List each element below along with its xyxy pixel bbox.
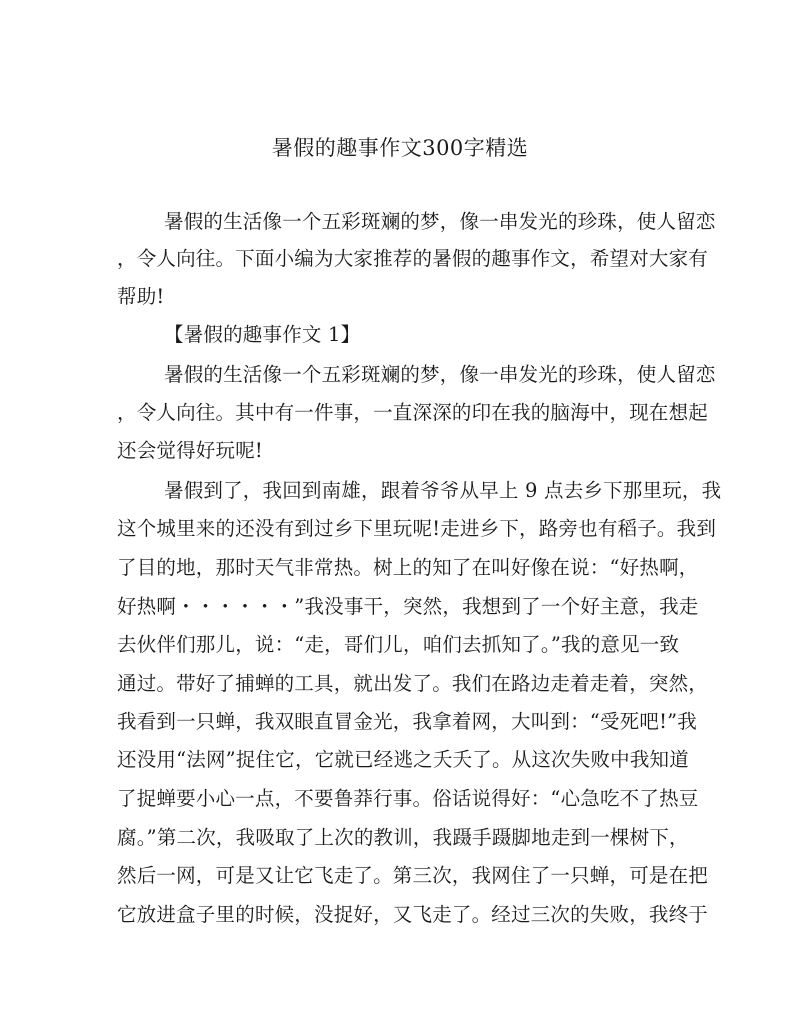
paragraph-2-line-9: 了捉蝉要小心一点，不要鲁莽行事。俗话说得好：“心急吃不了热豆	[117, 787, 699, 810]
paragraph-intro-line-3: 帮助!	[117, 285, 165, 308]
section-heading: 【暑假的趣事作文 1】	[164, 323, 361, 346]
paragraph-1-line-2: ，令人向往。其中有一件事，一直深深的印在我的脑海中，现在想起	[117, 401, 709, 424]
paragraph-2-line-10: 腐。”第二次，我吸取了上次的教训，我蹑手蹑脚地走到一棵树下，	[117, 826, 689, 849]
paragraph-2-line-12: 它放进盒子里的时候，没捉好，又飞走了。经过三次的失败，我终于	[117, 903, 709, 926]
paragraph-2-line-5: 去伙伴们那儿，说：“走，哥们儿，咱们去抓知了。”我的意见一致	[117, 633, 680, 656]
paragraph-2-line-4: 好热啊・・・・・・”我没事干，突然，我想到了一个好主意，我走	[117, 595, 699, 618]
paragraph-2-line-2: 这个城里来的还没有到过乡下里玩呢!走进乡下，路旁也有稻子。我到	[117, 517, 717, 540]
paragraph-1-line-3: 还会觉得好玩呢!	[117, 439, 263, 462]
paragraph-2-line-11: 然后一网，可是又让它飞走了。第三次，我网住了一只蝉，可是在把	[117, 864, 709, 887]
paragraph-2-line-1: 暑假到了，我回到南雄，跟着爷爷从早上 9 点去乡下那里玩，我	[164, 479, 722, 502]
paragraph-2-line-8: 还没用“法网”捉住它，它就已经逃之夭夭了。从这次失败中我知道	[117, 748, 689, 771]
paragraph-1-line-1: 暑假的生活像一个五彩斑斓的梦，像一串发光的珍珠，使人留恋	[164, 363, 716, 386]
paragraph-intro-line-2: ，令人向往。下面小编为大家推荐的暑假的趣事作文，希望对大家有	[117, 247, 709, 270]
paragraph-2-line-6: 通过。带好了捕蝉的工具，就出发了。我们在路边走着走着，突然，	[117, 672, 709, 695]
paragraph-2-line-7: 我看到一只蝉，我双眼直冒金光，我拿着网，大叫到：“受死吧!”我	[117, 710, 697, 733]
paragraph-intro-line-1: 暑假的生活像一个五彩斑斓的梦，像一串发光的珍珠，使人留恋	[164, 210, 716, 233]
paragraph-2-line-3: 了目的地，那时天气非常热。树上的知了在叫好像在说：“好热啊，	[117, 556, 699, 579]
document-title: 暑假的趣事作文300字精选	[271, 136, 529, 160]
